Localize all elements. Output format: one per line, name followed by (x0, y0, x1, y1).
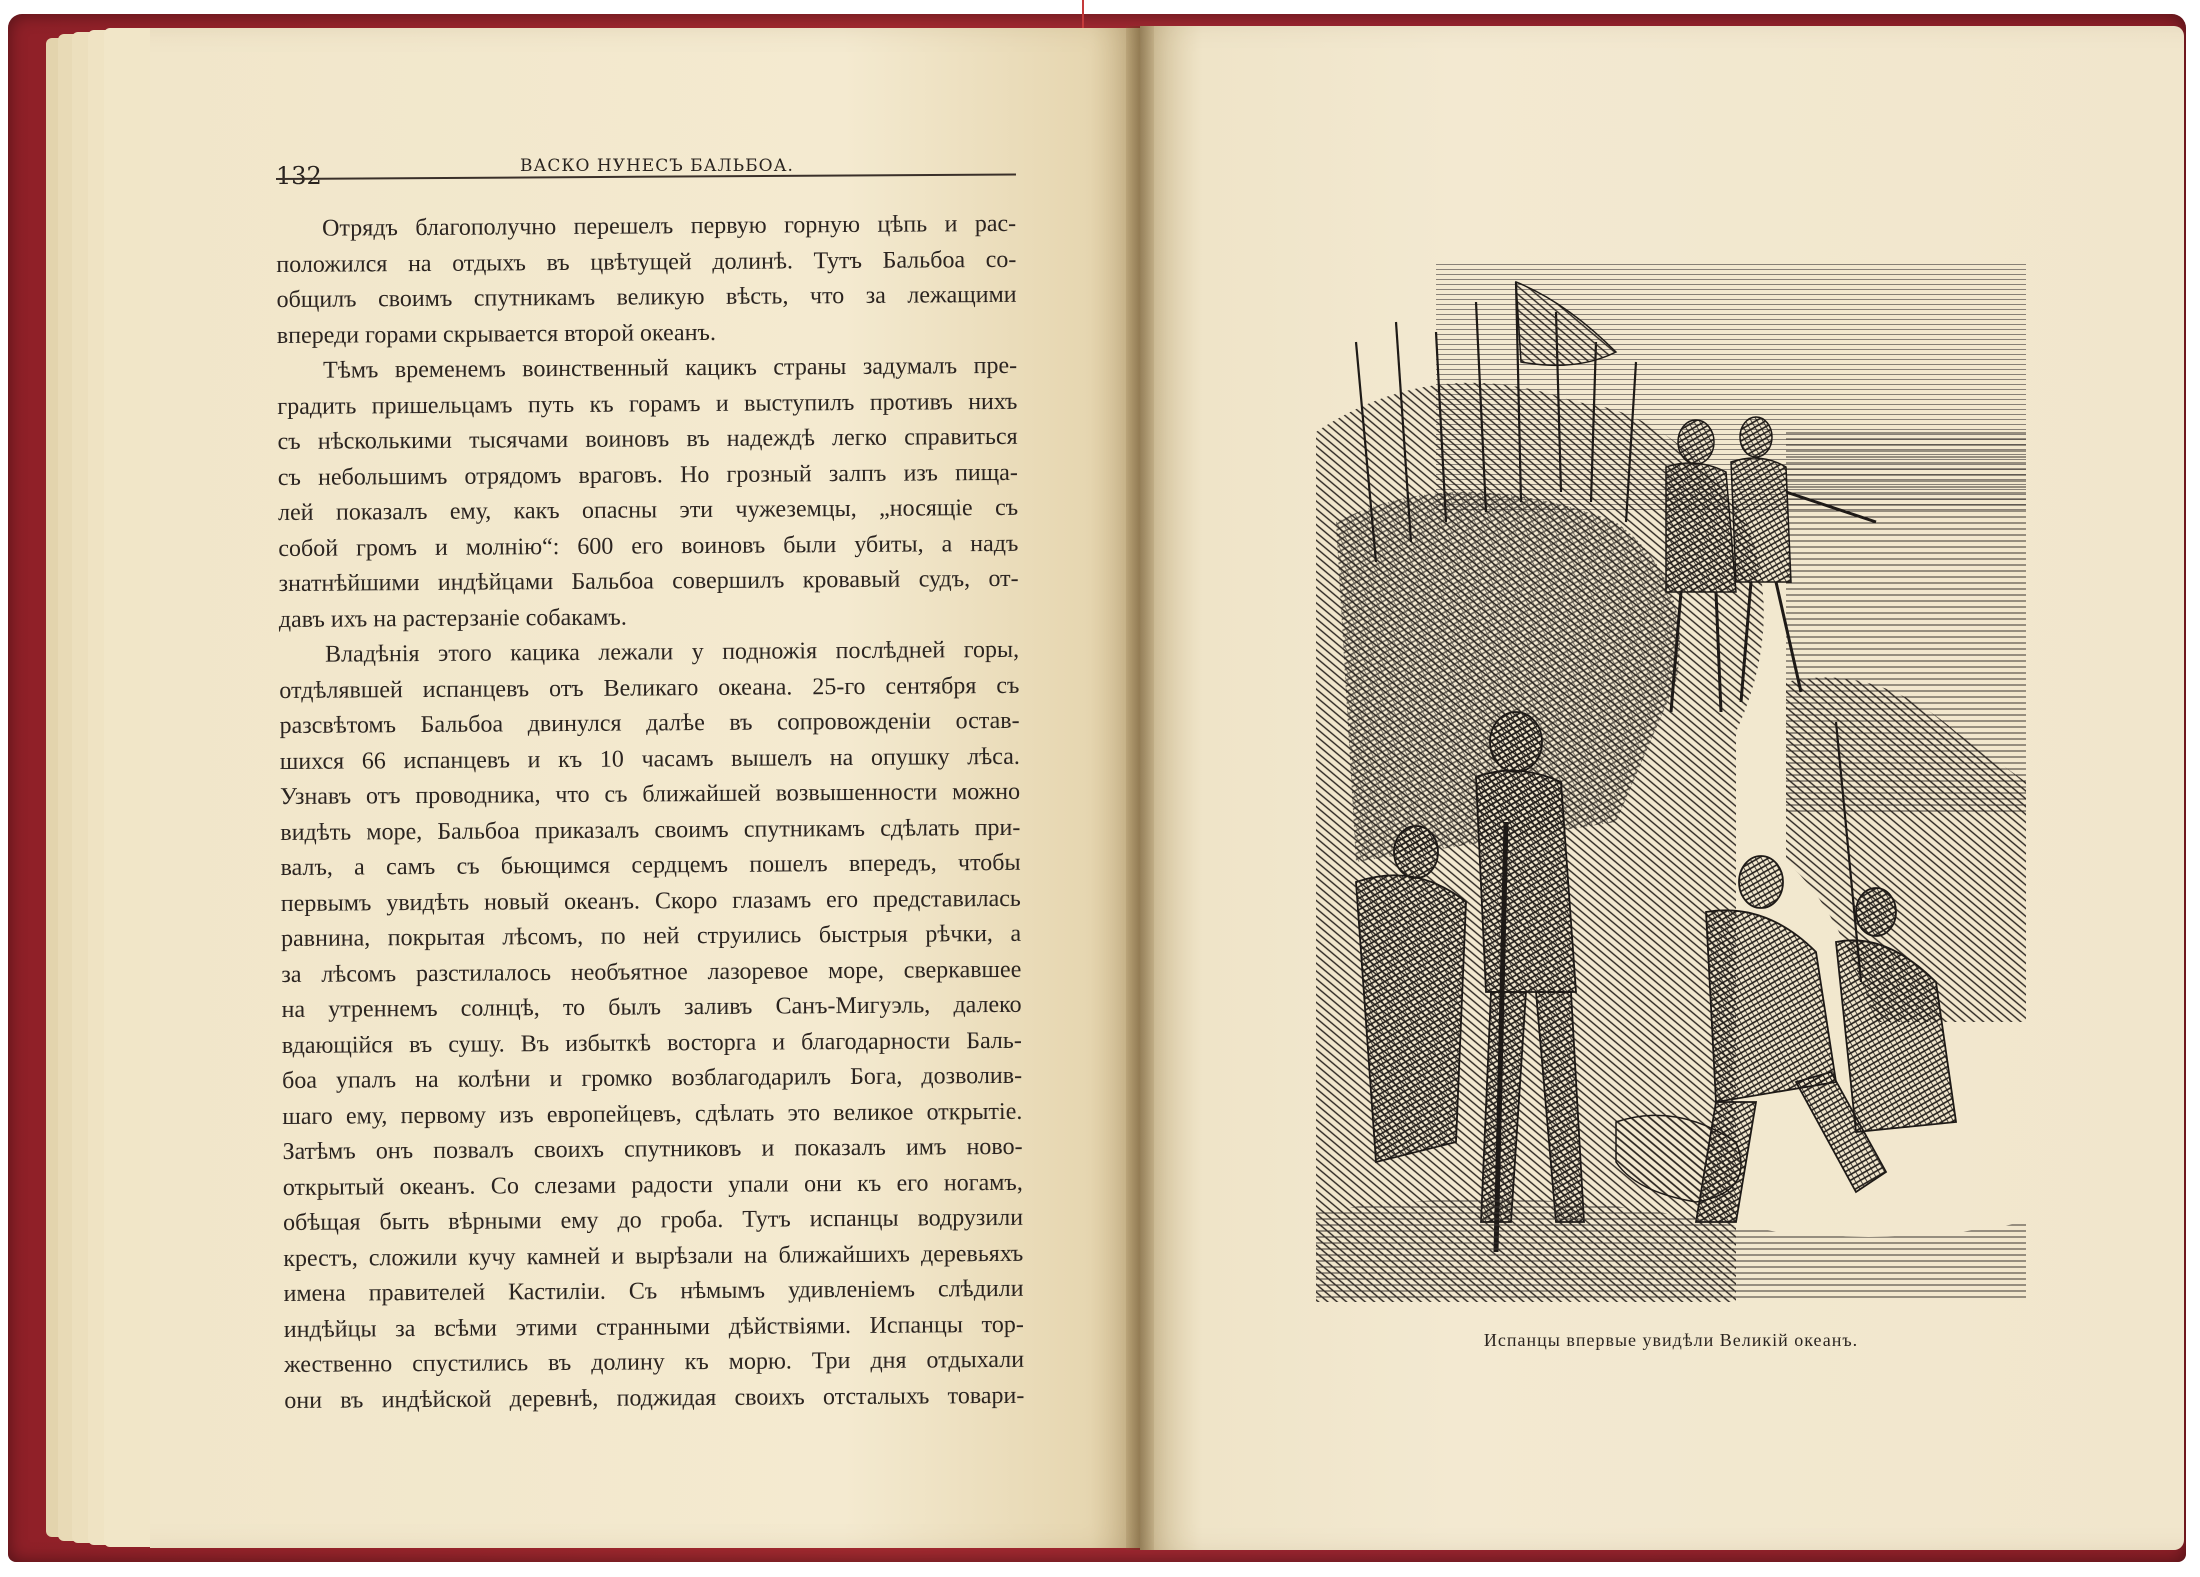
text-line: жественно спустились въ долину къ морю. Три дня отдыхали (283, 1346, 1025, 1378)
text-line: Владѣнія этого кацика лежали у подножія послѣдней горы, (325, 636, 1020, 668)
text-line: градить пришельцамъ путь къ горамъ и выступилъ противъ нихъ (277, 388, 1018, 420)
text-line: на утреннемъ солнцѣ, то былъ заливъ Санъ-Мигуэль, далеко (281, 991, 1022, 1023)
book-gutter (1126, 26, 1154, 1550)
text-line: Тѣмъ временемъ воинственный кацикъ страны задумалъ пре- (323, 352, 1018, 384)
text-line: Отрядъ благополучно перешелъ первую горную цѣпь и рас- (322, 210, 1017, 242)
text-line: вдающійся въ сушу. Въ избыткѣ восторга и благодарности Баль- (281, 1027, 1022, 1059)
running-title: ВАСКО НУНЕСЪ БАЛЬБОА. (520, 156, 794, 176)
text-line: Затѣмъ онъ позвалъ своихъ спутниковъ и показалъ имъ ново- (282, 1133, 1023, 1165)
text-line: впереди горами скрывается второй океанъ. (276, 319, 716, 349)
text-line: за лѣсомъ разстилалось необъятное лазоревое море, сверкавшее (281, 956, 1022, 988)
text-line: имена правителей Кастиліи. Съ нѣмымъ удивленіемъ слѣдили (283, 1275, 1024, 1307)
text-line: разсвѣтомъ Бальбоа двинулся далѣе въ сопровожденіи остав- (279, 707, 1020, 739)
text-line: давъ ихъ на растерзаніе собакамъ. (278, 604, 627, 633)
text-line: лей показалъ ему, какъ опасны эти чужеземцы, „носящіе съ (278, 494, 1019, 526)
text-line: съ нѣсколькими тысячами воиновъ въ надеждѣ легко справиться (277, 423, 1018, 455)
illustration-caption: Испанцы впервые увидѣли Великій океанъ. (1483, 1330, 1859, 1350)
text-line: видѣть море, Бальбоа приказалъ своимъ спутникамъ сдѣлать при- (280, 814, 1021, 846)
text-line: первымъ увидѣть новый океанъ. Скоро глазамъ его представилась (280, 885, 1021, 917)
text-line: открытый океанъ. Со слезами радости упали они къ его ногамъ, (282, 1169, 1023, 1201)
text-line: общилъ своимъ спутникамъ великую вѣсть, что за лежащими (276, 281, 1017, 313)
bookmark-thread (1082, 0, 1084, 30)
text-line: съ небольшимъ отрядомъ враговъ. Но грозный залпъ изъ пища- (277, 459, 1018, 491)
text-line: крестъ, сложили кучу камней и вырѣзали на ближайшихъ деревьяхъ (283, 1240, 1024, 1272)
text-line: знатнѣйшими индѣйцами Бальбоа совершилъ кровавый судъ, от- (278, 565, 1019, 597)
text-line: собой громъ и молнію“: 600 его воиновъ были убиты, а надъ (278, 530, 1019, 562)
text-line: обѣщая быть вѣрными ему до гроба. Тутъ испанцы водрузили (282, 1204, 1024, 1236)
text-line: шаго ему, первому изъ европейцевъ, сдѣлать это великое открытіе. (282, 1098, 1023, 1130)
engraving-illustration-icon (1316, 262, 2026, 1302)
text-line: индѣйцы за всѣми этими странными дѣйствіями. Испанцы тор- (283, 1311, 1024, 1343)
text-line: равнина, покрытая лѣсомъ, по ней струились быстрыя рѣчки, а (280, 920, 1022, 952)
text-line: Узнавъ отъ проводника, что съ ближайшей возвышенности можно (279, 778, 1021, 810)
text-line: шихся 66 испанцевъ и къ 10 часамъ вышелъ на опушку лѣса. (279, 743, 1020, 775)
text-line: положился на отдыхъ въ цвѣтущей долинѣ. Тутъ Бальбоа со- (276, 246, 1017, 278)
body-text (276, 207, 1024, 1419)
page-number: 132 (276, 162, 322, 190)
text-line: они въ индѣйской деревнѣ, поджидая своихъ отсталыхъ товари- (284, 1382, 1025, 1414)
text-line: боа упалъ на колѣни и громко возблагодарилъ Бога, дозволив- (281, 1062, 1023, 1094)
text-line: отдѣлявшей испанцевъ отъ Великаго океана. 25-го сентября съ (279, 672, 1020, 704)
text-line: валъ, а самъ съ бьющимся сердцемъ пошелъ впередъ, чтобы (280, 849, 1021, 881)
